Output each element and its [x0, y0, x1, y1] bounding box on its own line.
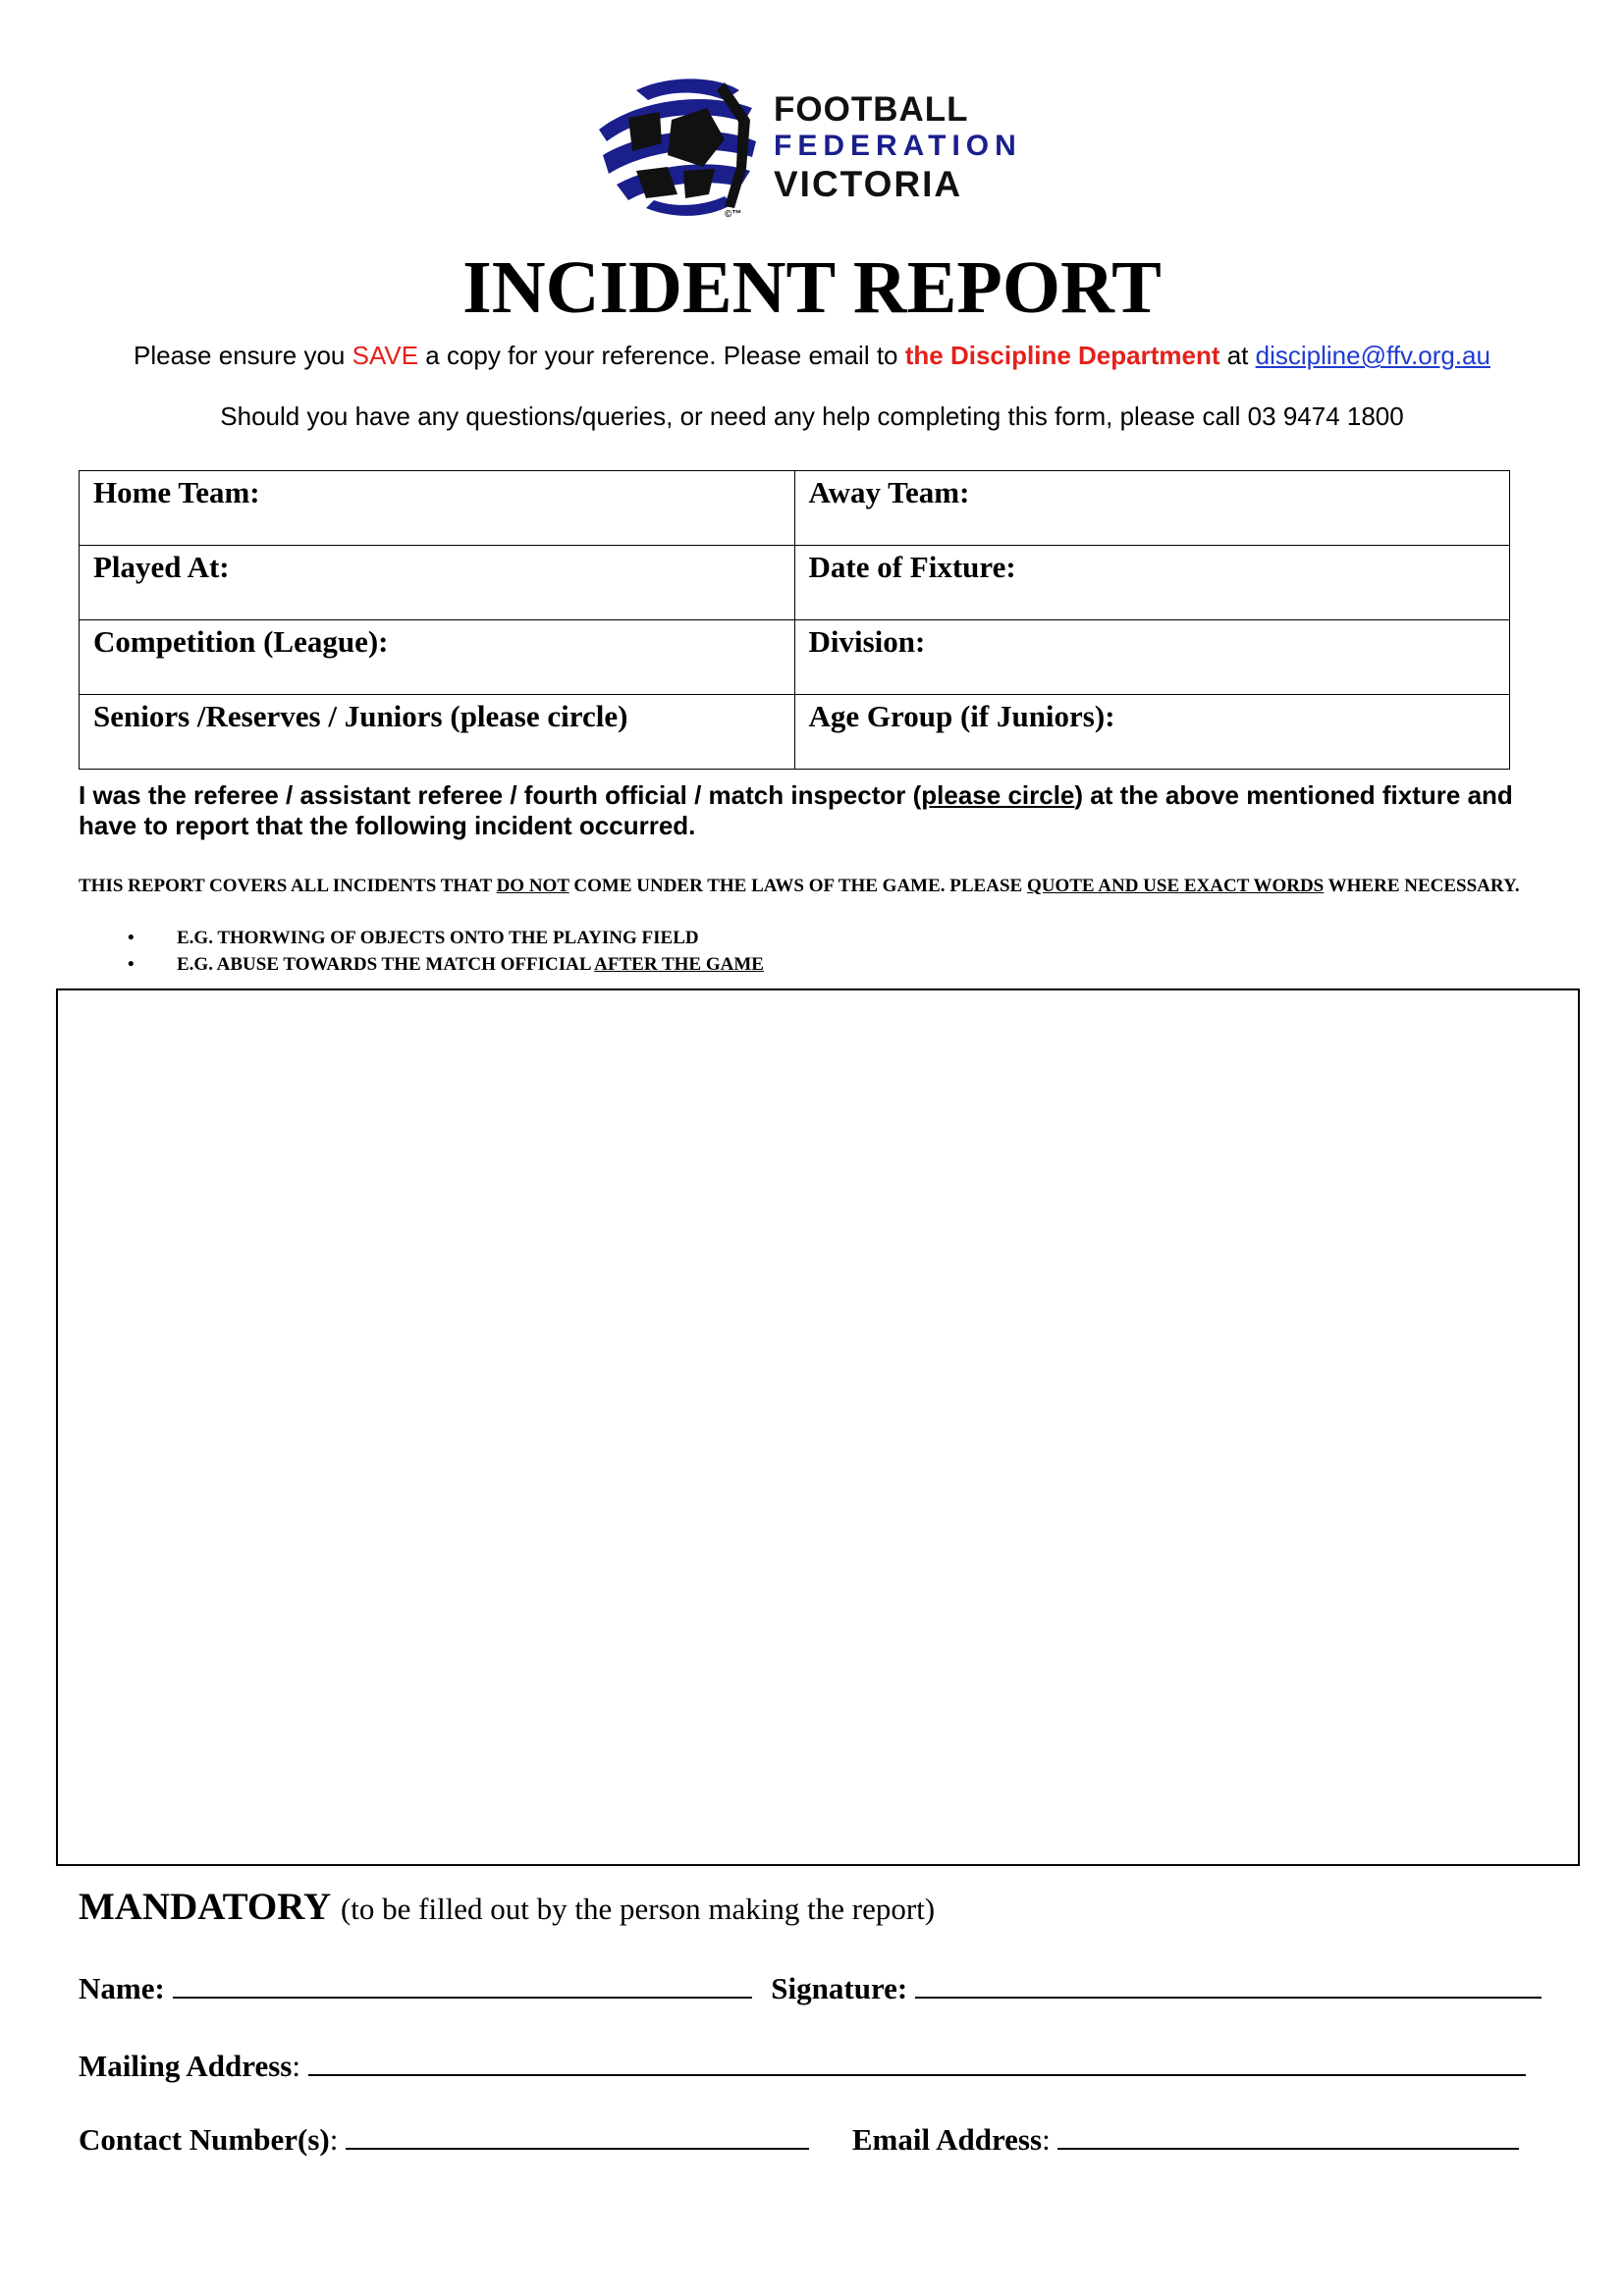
mailing-address-label: Mailing Address	[79, 2049, 293, 2083]
mailing-address-field[interactable]	[308, 2047, 1526, 2076]
signature-label: Signature:	[771, 1971, 908, 2005]
competition-field[interactable]: Competition (League):	[80, 620, 795, 695]
save-instruction	[0, 341, 1624, 370]
logo-line-federation: FEDERATION	[774, 130, 1022, 162]
table-row	[80, 546, 1510, 620]
email-address-label: Email Address	[851, 2122, 1043, 2157]
declaration-text: ) at the above mentioned fixture and have to report that the following incident occurred.	[79, 780, 1513, 840]
colon: :	[329, 2122, 339, 2157]
after-the-game-emphasis: AFTER THE GAME	[594, 954, 764, 975]
bullet-icon: •	[128, 928, 135, 948]
logo-line-victoria: VICTORIA	[774, 164, 963, 204]
contact-number-label: Contact Number(s)	[79, 2122, 330, 2157]
contact-number-field[interactable]	[346, 2120, 809, 2150]
mandatory-heading	[79, 1885, 935, 1932]
home-team-field[interactable]: Home Team:	[80, 471, 795, 546]
colon: :	[292, 2049, 300, 2083]
mailing-address-row	[79, 2047, 1551, 2086]
table-row	[80, 695, 1510, 770]
fixture-details-table	[79, 470, 1510, 770]
list-item	[128, 951, 764, 978]
example-text: E.G. THORWING OF OBJECTS ONTO THE PLAYING FIELD	[177, 928, 699, 948]
official-declaration	[79, 780, 1561, 841]
example-list	[128, 925, 764, 978]
page-title: INCIDENT REPORT	[462, 246, 1162, 329]
example-text: E.G. ABUSE TOWARDS THE MATCH OFFICIAL	[177, 954, 595, 975]
instruction-text: a copy for your reference. Please email to	[418, 341, 905, 370]
do-not-emphasis: DO NOT	[496, 876, 569, 896]
help-line: Should you have any questions/queries, or need any help completing this form, please call 03 9474 1800	[220, 401, 1404, 431]
list-item	[128, 925, 764, 951]
mandatory-note: (to be filled out by the person making the report)	[340, 1892, 936, 1926]
declaration-text: I was the referee / assistant referee / fourth official / match inspector (	[79, 780, 922, 810]
department-name: the Discipline Department	[904, 341, 1220, 370]
mandatory-label: MANDATORY	[79, 1886, 332, 1928]
bullet-icon: •	[128, 954, 135, 975]
table-row	[80, 620, 1510, 695]
division-field[interactable]: Division:	[794, 620, 1510, 695]
age-group-field[interactable]: Age Group (if Juniors):	[794, 695, 1510, 770]
signature-field[interactable]	[915, 1969, 1542, 1999]
colon: :	[1042, 2122, 1051, 2157]
ffv-logo	[577, 61, 1039, 228]
instruction-text: Please ensure you	[134, 341, 352, 370]
played-at-field[interactable]: Played At:	[80, 546, 795, 620]
email-address-field[interactable]	[1057, 2120, 1519, 2150]
scope-text: COME UNDER THE LAWS OF THE GAME. PLEASE	[568, 876, 1027, 896]
save-highlight: SAVE	[352, 341, 419, 370]
ffv-ball-emblem-icon	[577, 61, 774, 228]
contact-email-row	[79, 2120, 1551, 2160]
exact-words-emphasis: QUOTE AND USE EXACT WORDS	[1026, 876, 1325, 896]
name-label: Name:	[79, 1971, 165, 2005]
grade-field[interactable]: Seniors /Reserves / Juniors (please circle)	[80, 695, 795, 770]
please-circle-note: please circle	[921, 780, 1075, 810]
table-row	[80, 471, 1510, 546]
discipline-email-link[interactable]: discipline@ffv.org.au	[1255, 341, 1490, 370]
logo-line-football: FOOTBALL	[774, 90, 969, 129]
name-signature-row	[79, 1969, 1551, 2008]
report-scope-note	[79, 876, 1561, 897]
date-of-fixture-field[interactable]: Date of Fixture:	[794, 546, 1510, 620]
scope-text: WHERE NECESSARY.	[1324, 876, 1520, 896]
scope-text: THIS REPORT COVERS ALL INCIDENTS THAT	[79, 876, 497, 896]
trademark-mark: ©™	[725, 209, 742, 220]
away-team-field[interactable]: Away Team:	[794, 471, 1510, 546]
instruction-text: at	[1219, 341, 1256, 370]
name-field[interactable]	[173, 1969, 752, 1999]
incident-description-box[interactable]	[56, 988, 1580, 1866]
